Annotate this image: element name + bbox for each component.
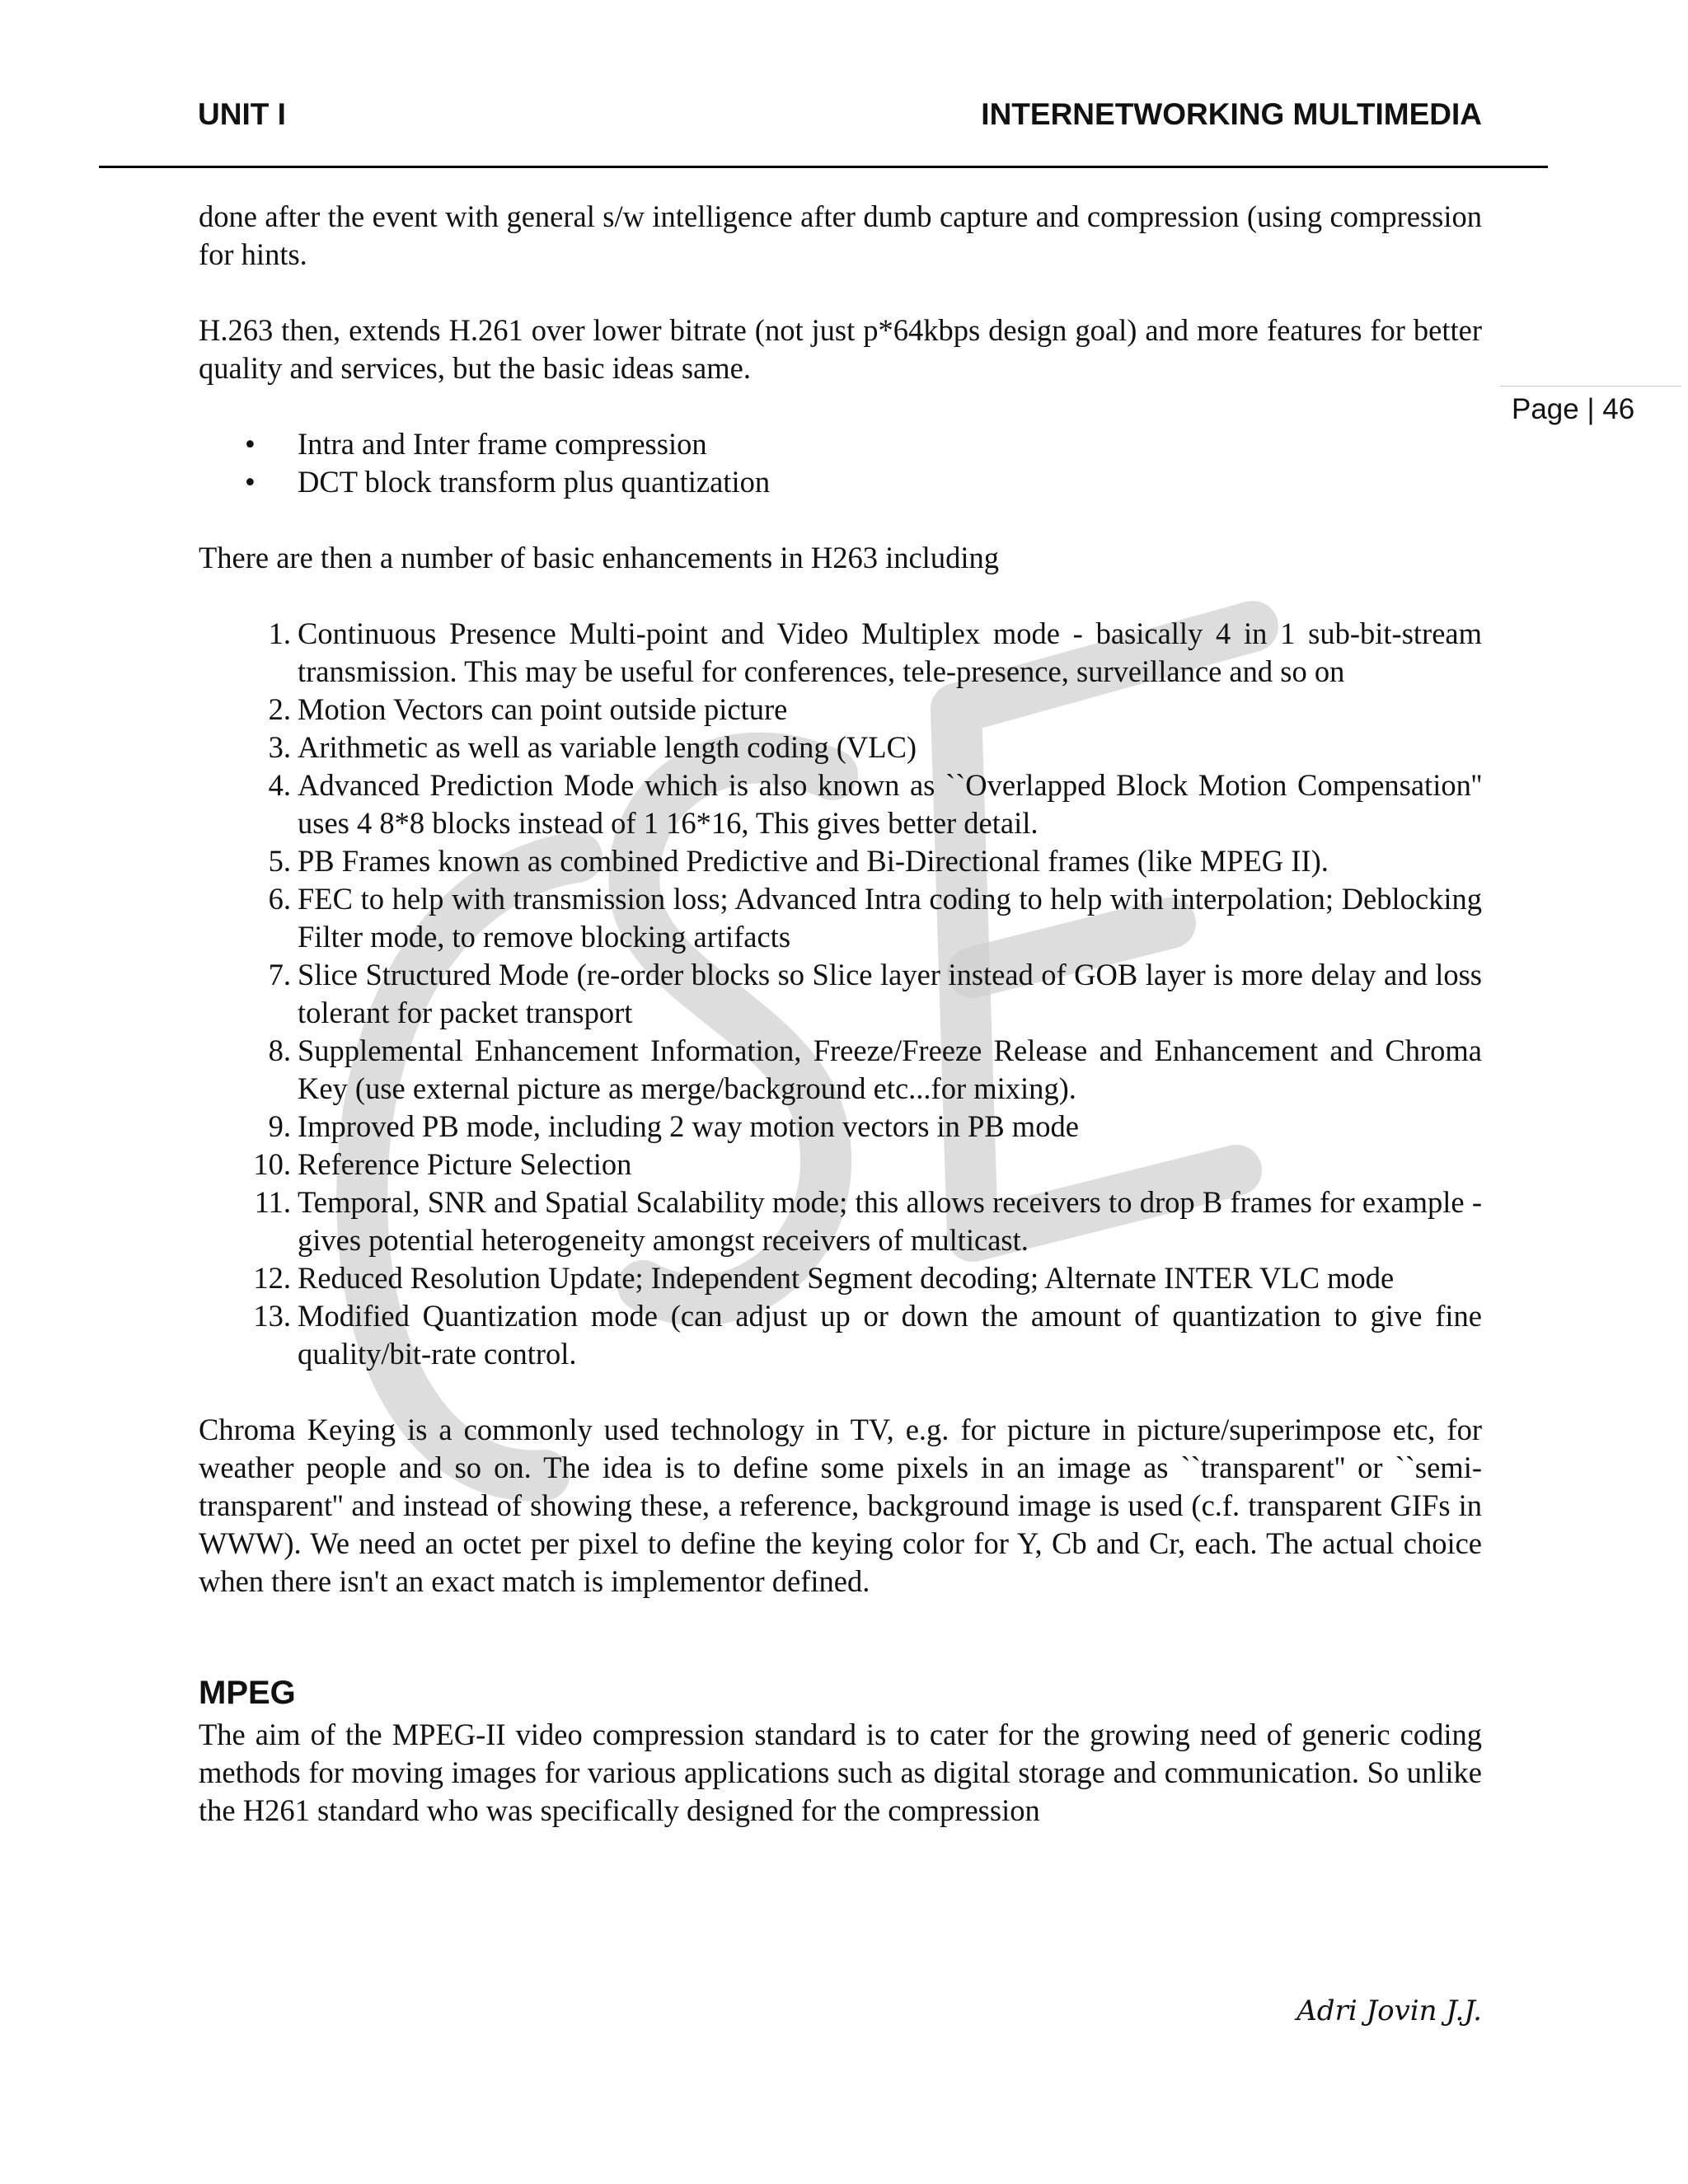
item-text: Reference Picture Selection xyxy=(298,1147,632,1181)
author-signature: Adri Jovin J.J. xyxy=(1296,1994,1482,2027)
list-item xyxy=(199,1146,1482,1183)
bullet-item xyxy=(199,463,1482,501)
list-item xyxy=(199,1259,1482,1297)
bullet-marker: • xyxy=(245,427,256,461)
item-number: 7. xyxy=(268,958,291,991)
list-item xyxy=(199,1297,1482,1373)
list-item xyxy=(199,1108,1482,1146)
item-text: Supplemental Enhancement Information, Freeze/Freeze Release and Enhancement and Chroma Key (use external picture as merge/background etc...for mixing). xyxy=(298,1033,1482,1105)
item-text: Advanced Prediction Mode which is also known as ``Overlapped Block Motion Compensation'' uses 4 8*8 blocks instead of 1 16*16, This gives better detail. xyxy=(298,768,1482,840)
item-text: FEC to help with transmission loss; Advanced Intra coding to help with interpolation; Deblocking Filter mode, to remove blocking artifacts xyxy=(298,882,1482,954)
list-item xyxy=(199,691,1482,729)
enhancements-list xyxy=(199,615,1482,1373)
unit-label: UNIT I xyxy=(198,97,286,131)
bullet-item xyxy=(199,425,1482,463)
list-item xyxy=(199,766,1482,842)
item-text: Modified Quantization mode (can adjust up or down the amount of quantization to give fine quality/bit-rate control. xyxy=(298,1299,1482,1371)
item-text: Continuous Presence Multi-point and Video Multiplex mode - basically 4 in 1 sub-bit-stream transmission. This may be useful for conferences, tele-presence, surveillance and so on xyxy=(298,616,1482,688)
item-number: 2. xyxy=(268,692,291,726)
item-number: 6. xyxy=(268,882,291,916)
subject-title: INTERNETWORKING MULTIMEDIA xyxy=(981,97,1482,131)
item-text: Arithmetic as well as variable length coding (VLC) xyxy=(298,730,917,764)
mpeg-paragraph: The aim of the MPEG-II video compression standard is to cater for the growing need of generic coding methods for moving images for various applications such as digital storage and communication. So unlike the H261 standard who was specifically designed for the compression xyxy=(199,1718,1482,1827)
page-body xyxy=(199,198,1482,1830)
page-number: Page | 46 xyxy=(1512,393,1635,425)
item-text: Temporal, SNR and Spatial Scalability mode; this allows receivers to drop B frames for example - gives potential heterogeneity amongst receivers of multicast. xyxy=(298,1185,1482,1257)
list-item xyxy=(199,615,1482,691)
list-item xyxy=(199,956,1482,1032)
item-text: Reduced Resolution Update; Independent Segment decoding; Alternate INTER VLC mode xyxy=(298,1261,1395,1295)
bullet-text: DCT block transform plus quantization xyxy=(298,465,771,499)
item-text: Motion Vectors can point outside picture xyxy=(298,692,788,726)
intro-paragraph: done after the event with general s/w intelligence after dumb capture and compression (using compression for hints. xyxy=(199,199,1482,271)
h263-paragraph: H.263 then, extends H.261 over lower bitrate (not just p*64kbps design goal) and more features for better quality and services, but the basic ideas same. xyxy=(199,313,1482,385)
list-item xyxy=(199,1183,1482,1259)
bullet-marker: • xyxy=(245,465,256,499)
bullet-list xyxy=(199,425,1482,501)
item-text: PB Frames known as combined Predictive and Bi-Directional frames (like MPEG II). xyxy=(298,844,1329,878)
item-number: 8. xyxy=(268,1033,291,1067)
list-item xyxy=(199,1032,1482,1108)
header-divider xyxy=(99,166,1548,168)
item-number: 13. xyxy=(253,1299,291,1333)
item-number: 5. xyxy=(268,844,291,878)
chroma-keying-paragraph: Chroma Keying is a commonly used technology in TV, e.g. for picture in picture/superimpose etc, for weather people and so on. The idea is to define some pixels in an image as ``transparent'' or ``semi-transparent'' and instead of showing these, a reference, background image is used (c.f. transparent GIFs in WWW). We need an octet per pixel to define the keying color for Y, Cb and Cr, each. The actual choice when there isn't an exact match is implementor defined. xyxy=(199,1413,1482,1598)
item-number: 9. xyxy=(268,1109,291,1143)
page-number-divider xyxy=(1500,386,1681,387)
list-item xyxy=(199,880,1482,956)
enhancements-intro: There are then a number of basic enhancements in H263 including xyxy=(199,541,999,574)
item-number: 4. xyxy=(268,768,291,802)
item-number: 12. xyxy=(253,1261,291,1295)
item-number: 3. xyxy=(268,730,291,764)
item-number: 10. xyxy=(253,1147,291,1181)
item-text: Improved PB mode, including 2 way motion vectors in PB mode xyxy=(298,1109,1079,1143)
item-text: Slice Structured Mode (re-order blocks so Slice layer instead of GOB layer is more delay and loss tolerant for packet transport xyxy=(298,958,1482,1029)
bullet-text: Intra and Inter frame compression xyxy=(298,427,707,461)
list-item xyxy=(199,729,1482,766)
section-heading-mpeg: MPEG xyxy=(199,1675,296,1711)
item-number: 11. xyxy=(254,1185,291,1219)
item-number: 1. xyxy=(268,616,291,650)
page-header xyxy=(198,97,1482,138)
list-item xyxy=(199,842,1482,880)
